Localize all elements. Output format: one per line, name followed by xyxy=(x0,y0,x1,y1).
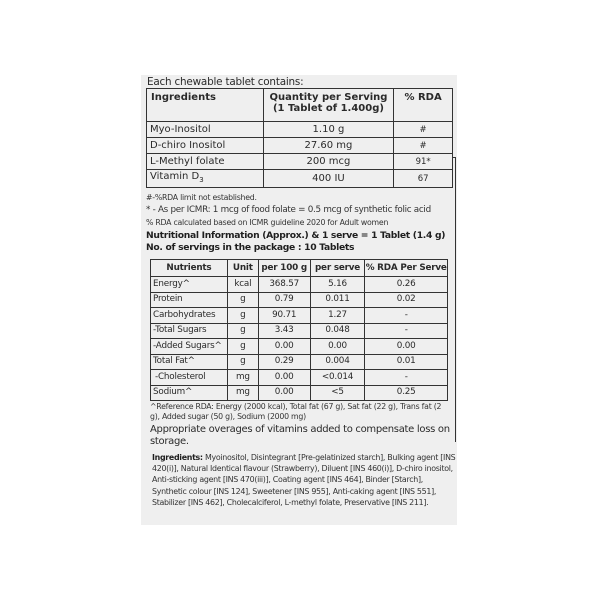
header-quantity: Quantity per Serving (1 Tablet of 1.400g) xyxy=(263,89,394,122)
nutrient-per100: 368.57 xyxy=(258,277,310,293)
nutrient-name: Carbohydrates xyxy=(151,308,228,324)
nutrient-unit: g xyxy=(227,308,258,324)
side-rule-tick xyxy=(452,157,456,158)
nutrient-per100: 3.43 xyxy=(258,323,310,339)
header-per-serve: per serve xyxy=(310,260,365,277)
nutrient-serve: <5 xyxy=(310,385,365,401)
table-row xyxy=(147,122,453,138)
overage-note: Appropriate overages of vitamins added to compensate loss on storage. xyxy=(150,424,450,447)
nutrient-per100: 90.71 xyxy=(258,308,310,324)
table-row xyxy=(151,385,448,401)
ingredients-text: Myoinositol, Disintegrant [Pre-gelatinized starch], Bulking agent [INS 420(i)], Natural Identical flavour (Strawberry), Diluent [INS 460(i)], D-chiro inositol, Anti-sticking agent [INS 470(iii)], Coating agent [INS 464], Binder [Starch], Synthetic colour [INS 124], Sweetener [INS 955], Anti-caking agent [INS 551], Stabilizer [INS 462], Cholecalciferol, L-methyl folate, Preservative [INS 211]. xyxy=(152,453,456,507)
nutrient-rda: 0.26 xyxy=(365,277,448,293)
nutrient-serve: 5.16 xyxy=(310,277,365,293)
table-row xyxy=(151,308,448,324)
nutrient-serve: 0.00 xyxy=(310,339,365,355)
ingredient-rda: # xyxy=(394,122,453,138)
side-rule xyxy=(455,157,456,442)
ingredient-qty: 400 IU xyxy=(263,170,394,188)
servings-count: No. of servings in the package : 10 Tablets xyxy=(146,242,355,253)
ingredient-name: Vitamin $D_3$ xyxy=(147,170,264,188)
nutrient-rda: 0.00 xyxy=(365,339,448,355)
table-row xyxy=(151,292,448,308)
ingredients-list xyxy=(152,452,457,508)
reference-rda-note: ^Reference RDA: Energy (2000 kcal), Total fat (67 g), Sat fat (22 g), Trans fat (2 g), Added sugar (50 g), Sodium (2000 mg) xyxy=(150,402,442,421)
header-per100g: per 100 g xyxy=(258,260,310,277)
ingredient-qty: 200 mcg xyxy=(263,154,394,170)
table-row xyxy=(147,170,453,188)
nutrient-unit: g xyxy=(227,292,258,308)
header-nutrients: Nutrients xyxy=(151,260,228,277)
header-rda-per-serve: % RDA Per Serve xyxy=(365,260,448,277)
composition-header-row xyxy=(147,89,453,122)
ingredient-rda: 91* xyxy=(394,154,453,170)
nutrient-name: Energy^ xyxy=(151,277,228,293)
nutrient-per100: 0.00 xyxy=(258,370,310,386)
nutrition-header-row xyxy=(151,260,448,277)
nutrient-name: Protein xyxy=(151,292,228,308)
nutrient-unit: g xyxy=(227,323,258,339)
table-row xyxy=(151,339,448,355)
table-row xyxy=(151,277,448,293)
nutrient-unit: mg xyxy=(227,370,258,386)
nutrient-per100: 0.00 xyxy=(258,339,310,355)
ingredient-rda: 67 xyxy=(394,170,453,188)
nutrient-name: Sodium^ xyxy=(151,385,228,401)
ingredient-name: Myo-Inositol xyxy=(147,122,264,138)
nutrient-serve: <0.014 xyxy=(310,370,365,386)
composition-table xyxy=(146,88,453,188)
nutrient-rda: - xyxy=(365,370,448,386)
nutrient-serve: 1.27 xyxy=(310,308,365,324)
nutrient-per100: 0.29 xyxy=(258,354,310,370)
table-row xyxy=(147,138,453,154)
nutrition-table xyxy=(150,259,448,401)
nutrient-name: -Cholesterol xyxy=(151,370,228,386)
ingredient-qty: 27.60 mg xyxy=(263,138,394,154)
table-row xyxy=(151,370,448,386)
header-ingredients: Ingredients xyxy=(147,89,264,122)
ingredient-rda: # xyxy=(394,138,453,154)
table-row xyxy=(147,154,453,170)
table-row xyxy=(151,323,448,339)
nutrient-rda: - xyxy=(365,308,448,324)
nutrient-rda: 0.01 xyxy=(365,354,448,370)
nutrient-serve: 0.011 xyxy=(310,292,365,308)
nutrient-unit: g xyxy=(227,339,258,355)
nutrient-name: -Added Sugars^ xyxy=(151,339,228,355)
nutrient-unit: g xyxy=(227,354,258,370)
nutrient-rda: 0.02 xyxy=(365,292,448,308)
nutrient-serve: 0.004 xyxy=(310,354,365,370)
intro-text: Each chewable tablet contains: xyxy=(147,76,304,88)
table-row xyxy=(151,354,448,370)
nutrient-serve: 0.048 xyxy=(310,323,365,339)
note-icmr-guideline: % RDA calculated based on ICMR guideline 2020 for Adult women xyxy=(146,218,389,227)
ingredient-qty: 1.10 g xyxy=(263,122,394,138)
nutrient-rda: 0.25 xyxy=(365,385,448,401)
nutrient-unit: kcal xyxy=(227,277,258,293)
ingredients-label: Ingredients: xyxy=(152,453,203,462)
nutrient-name: -Total Sugars xyxy=(151,323,228,339)
header-rda: % RDA xyxy=(394,89,453,122)
note-icmr-folate: * - As per ICMR: 1 mcg of food folate = 0.5 mcg of synthetic folic acid xyxy=(146,205,431,215)
nutrient-per100: 0.79 xyxy=(258,292,310,308)
nutrient-rda: - xyxy=(365,323,448,339)
header-unit: Unit xyxy=(227,260,258,277)
nutrient-name: Total Fat^ xyxy=(151,354,228,370)
note-rda-limit: #-%RDA limit not established. xyxy=(146,193,257,202)
nutrient-per100: 0.00 xyxy=(258,385,310,401)
ingredient-name: L-Methyl folate xyxy=(147,154,264,170)
ingredient-name: D-chiro Inositol xyxy=(147,138,264,154)
nutrition-info-heading: Nutritional Information (Approx.) & 1 serve = 1 Tablet (1.4 g) xyxy=(146,230,446,241)
nutrient-unit: mg xyxy=(227,385,258,401)
